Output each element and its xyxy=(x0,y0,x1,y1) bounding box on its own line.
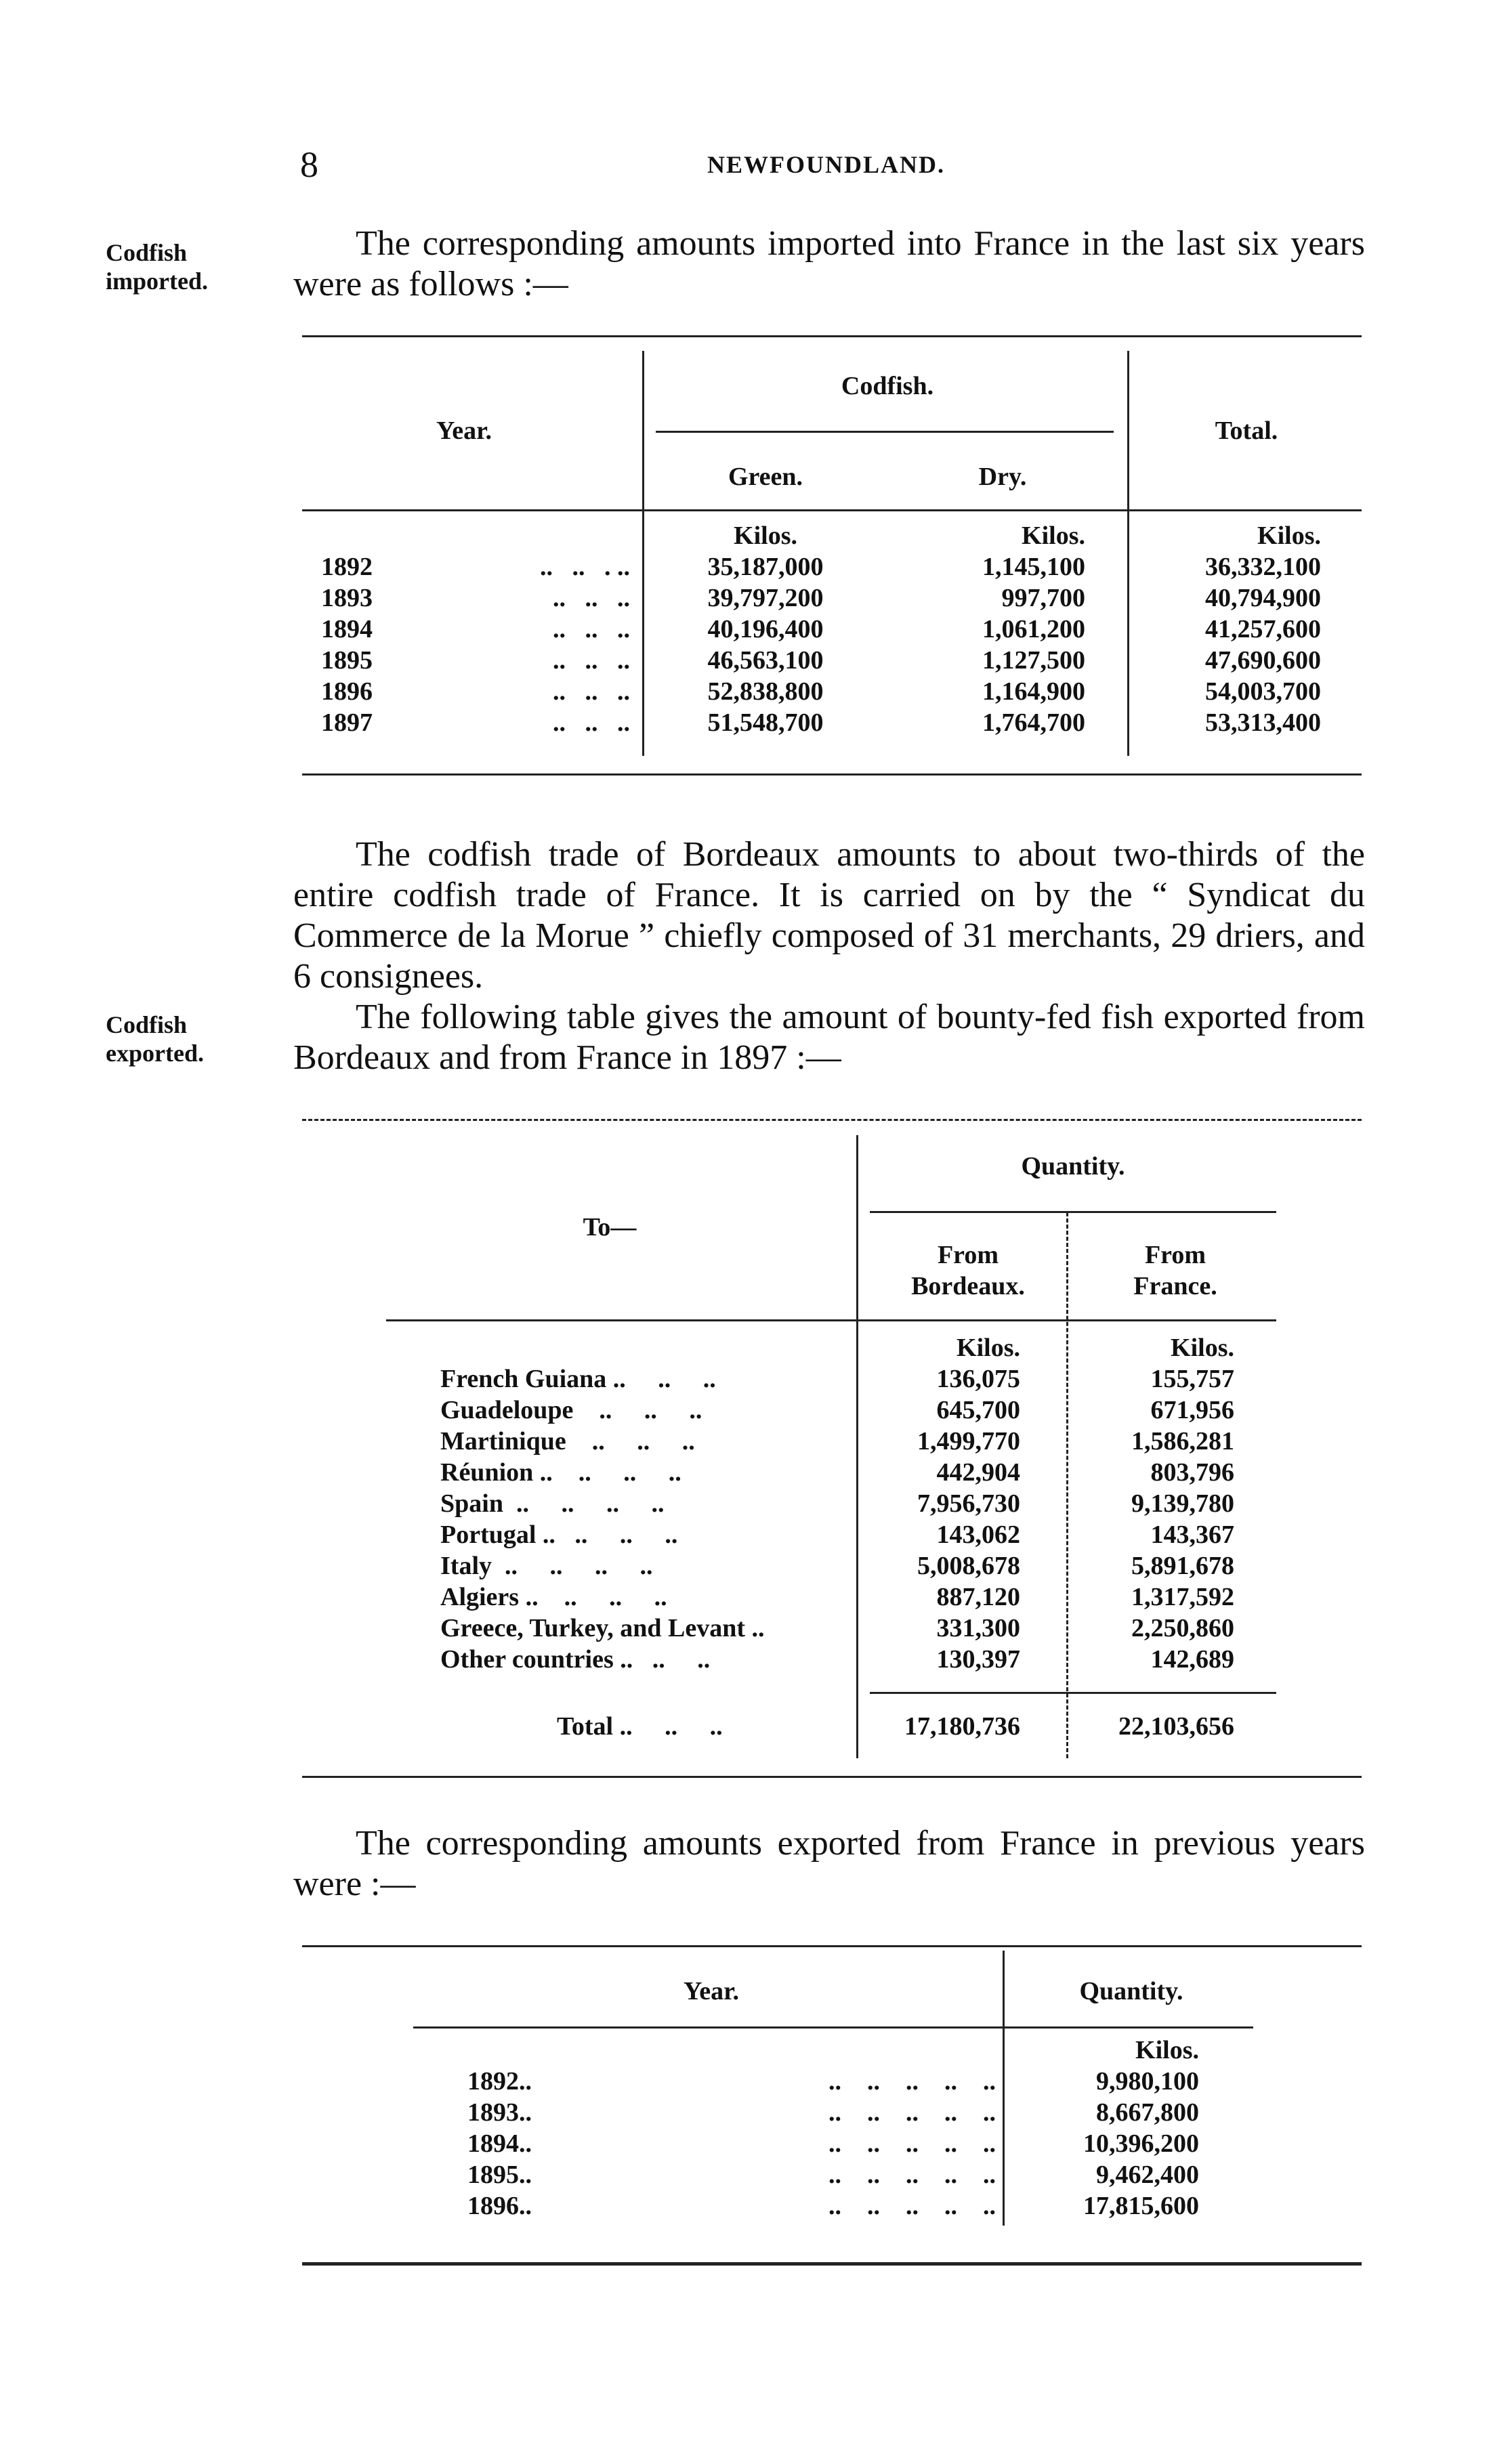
rule xyxy=(302,2262,1362,2266)
header-to: To— xyxy=(583,1213,637,1241)
table-row: Guadeloupe .. .. .. xyxy=(440,1396,702,1424)
unit-label: Kilos. xyxy=(1135,2036,1199,2064)
header-quantity: Quantity. xyxy=(1079,1977,1183,2005)
table-cell: 803,796 xyxy=(1150,1458,1234,1487)
column-rule xyxy=(642,351,644,756)
rule xyxy=(302,1119,1362,1121)
margin-note-imported: Codfish imported. xyxy=(106,239,208,295)
table-cell: 39,797,200 xyxy=(707,584,824,612)
header-from-france: From France. xyxy=(1133,1241,1217,1300)
table-cell: 9,139,780 xyxy=(1131,1489,1234,1518)
table-cell: 1,145,100 xyxy=(982,553,1085,581)
table-cell: 41,257,600 xyxy=(1205,615,1321,643)
table-row: 1892 xyxy=(321,553,373,581)
table-row: 1894 xyxy=(321,615,373,643)
table-cell: 671,956 xyxy=(1150,1396,1234,1424)
table-row: Réunion .. .. .. .. xyxy=(440,1458,681,1487)
leader-dots: .. .. .. .. .. .. .. .. .. .. .. .. .. .. .. .. .. .. .. .. .. .. .. .. .. xyxy=(828,2067,996,2220)
rule xyxy=(656,431,1114,433)
rule xyxy=(870,1692,1276,1694)
header-dry: Dry. xyxy=(978,463,1027,491)
paragraph-previous-years: The corresponding amounts exported from France in previous years were :— xyxy=(293,1824,1365,1903)
green-column xyxy=(677,520,854,738)
table-cell: 143,367 xyxy=(1150,1521,1234,1549)
table-cell: 136,075 xyxy=(936,1365,1020,1393)
table-cell: 54,003,700 xyxy=(1205,677,1321,706)
unit-label: Kilos. xyxy=(957,1334,1020,1362)
table-cell: 130,397 xyxy=(936,1645,1020,1674)
header-quantity: Quantity. xyxy=(1021,1152,1125,1181)
table-row: Portugal .. .. .. .. xyxy=(440,1521,678,1549)
quantity-column xyxy=(1030,2035,1199,2222)
rule xyxy=(302,1945,1362,1947)
unit-label: Kilos. xyxy=(1022,522,1085,550)
header-codfish: Codfish. xyxy=(841,372,934,400)
table-cell: 9,462,400 xyxy=(1096,2161,1199,2189)
table-row: 1896 xyxy=(321,677,373,706)
table-row: 1895 xyxy=(321,646,373,675)
table-cell: 7,956,730 xyxy=(917,1489,1020,1518)
table-cell: 40,196,400 xyxy=(707,615,824,643)
table-cell: 40,794,900 xyxy=(1205,584,1321,612)
rule xyxy=(870,1211,1276,1213)
header-year: Year. xyxy=(684,1977,739,2005)
paragraph-bordeaux-trade: The codfish trade of Bordeaux amounts to about two-thirds of the entire codfish trade of France. It is carried on by the “ Syndicat du Commerce de la Morue ” chiefly composed of 31 merchants, 29 driers, and 6 consignees. The following table gives the amount of bounty-fed fish exported from Bordeaux and from France in 1897 :— xyxy=(293,835,1365,1077)
table-row: 1897 xyxy=(321,708,373,737)
table-row: Martinique .. .. .. xyxy=(440,1427,695,1456)
table-cell: 331,300 xyxy=(936,1614,1020,1642)
table-cell: 1,499,770 xyxy=(917,1427,1020,1456)
table-row: 1896.. xyxy=(467,2192,532,2220)
table-cell: 36,332,100 xyxy=(1205,553,1321,581)
margin-note-exported: Codfish exported. xyxy=(106,1011,204,1067)
table-cell: 47,690,600 xyxy=(1205,646,1321,675)
leader-dots: .. .. . .. .. .. .. .. .. .. .. .. .. .. .. .. .. .. .. xyxy=(540,553,630,737)
column-rule xyxy=(1127,351,1129,756)
running-title: NEWFOUNDLAND. xyxy=(707,151,946,178)
france-column xyxy=(1084,1332,1234,1675)
table-cell: 1,127,500 xyxy=(982,646,1085,675)
table-cell: 17,815,600 xyxy=(1083,2192,1199,2220)
table-row: French Guiana .. .. .. xyxy=(440,1365,716,1393)
column-rule xyxy=(856,1135,858,1758)
rule xyxy=(302,335,1362,337)
table-cell: 1,164,900 xyxy=(982,677,1085,706)
table-row: Spain .. .. .. .. xyxy=(440,1489,665,1518)
table-row: 1892.. xyxy=(467,2067,532,2096)
header-from-bordeaux: From Bordeaux. xyxy=(911,1241,1025,1300)
table-row: 1893 xyxy=(321,584,373,612)
rule xyxy=(386,1319,1276,1321)
unit-label: Kilos. xyxy=(734,522,797,550)
table-row: Greece, Turkey, and Levant .. xyxy=(440,1614,765,1642)
table-cell: 8,667,800 xyxy=(1096,2098,1199,2127)
table-cell: 997,700 xyxy=(1001,584,1085,612)
table-cell: 1,317,592 xyxy=(1131,1583,1234,1611)
total-bordeaux: 17,180,736 xyxy=(904,1712,1020,1741)
table-cell: 442,904 xyxy=(936,1458,1020,1487)
table-cell: 142,689 xyxy=(1150,1645,1234,1674)
table-cell: 5,891,678 xyxy=(1131,1552,1234,1580)
rule xyxy=(302,773,1362,776)
table-cell: 1,061,200 xyxy=(982,615,1085,643)
table-cell: 52,838,800 xyxy=(707,677,824,706)
destinations-column xyxy=(440,1363,854,1675)
table-cell: 51,548,700 xyxy=(707,708,824,737)
rule xyxy=(302,1776,1362,1778)
table-row: 1894.. xyxy=(467,2129,532,2158)
table-row: Other countries .. .. .. xyxy=(440,1645,711,1674)
table-cell: 645,700 xyxy=(936,1396,1020,1424)
table-row: Algiers .. .. .. .. xyxy=(440,1583,667,1611)
table-cell: 35,187,000 xyxy=(707,553,824,581)
table-cell: 9,980,100 xyxy=(1096,2067,1199,2096)
total-france: 22,103,656 xyxy=(1118,1712,1234,1741)
table-cell: 887,120 xyxy=(936,1583,1020,1611)
table-cell: 2,250,860 xyxy=(1131,1614,1234,1642)
dry-column xyxy=(928,520,1085,738)
table-cell: 10,396,200 xyxy=(1083,2129,1199,2158)
unit-label: Kilos. xyxy=(1171,1334,1234,1362)
years-column xyxy=(467,2066,569,2222)
header-total: Total. xyxy=(1215,417,1278,445)
column-rule xyxy=(1066,1212,1068,1758)
header-year: Year. xyxy=(436,417,492,445)
rule xyxy=(302,509,1362,511)
table-cell: 53,313,400 xyxy=(1205,708,1321,737)
table-cell: 143,062 xyxy=(936,1521,1020,1549)
table-row: 1895.. xyxy=(467,2161,532,2189)
table-cell: 155,757 xyxy=(1150,1365,1234,1393)
table-cell: 46,563,100 xyxy=(707,646,824,675)
page-number: 8 xyxy=(300,144,318,185)
bordeaux-column xyxy=(874,1332,1020,1675)
table-row: Italy .. .. .. .. xyxy=(440,1552,653,1580)
table-row: 1893.. xyxy=(467,2098,532,2127)
rule xyxy=(413,2026,1253,2028)
table-cell: 1,586,281 xyxy=(1131,1427,1234,1456)
table-cell: 1,764,700 xyxy=(982,708,1085,737)
paragraph-imports-intro: The corresponding amounts imported into France in the last six years were as follows :— xyxy=(293,224,1365,303)
total-row-label: Total .. .. .. xyxy=(557,1712,723,1741)
table-cell: 5,008,678 xyxy=(917,1552,1020,1580)
years-column xyxy=(321,551,402,738)
column-rule xyxy=(1003,1951,1005,2226)
header-green: Green. xyxy=(728,463,803,491)
total-column xyxy=(1152,520,1321,738)
unit-label: Kilos. xyxy=(1257,522,1321,550)
